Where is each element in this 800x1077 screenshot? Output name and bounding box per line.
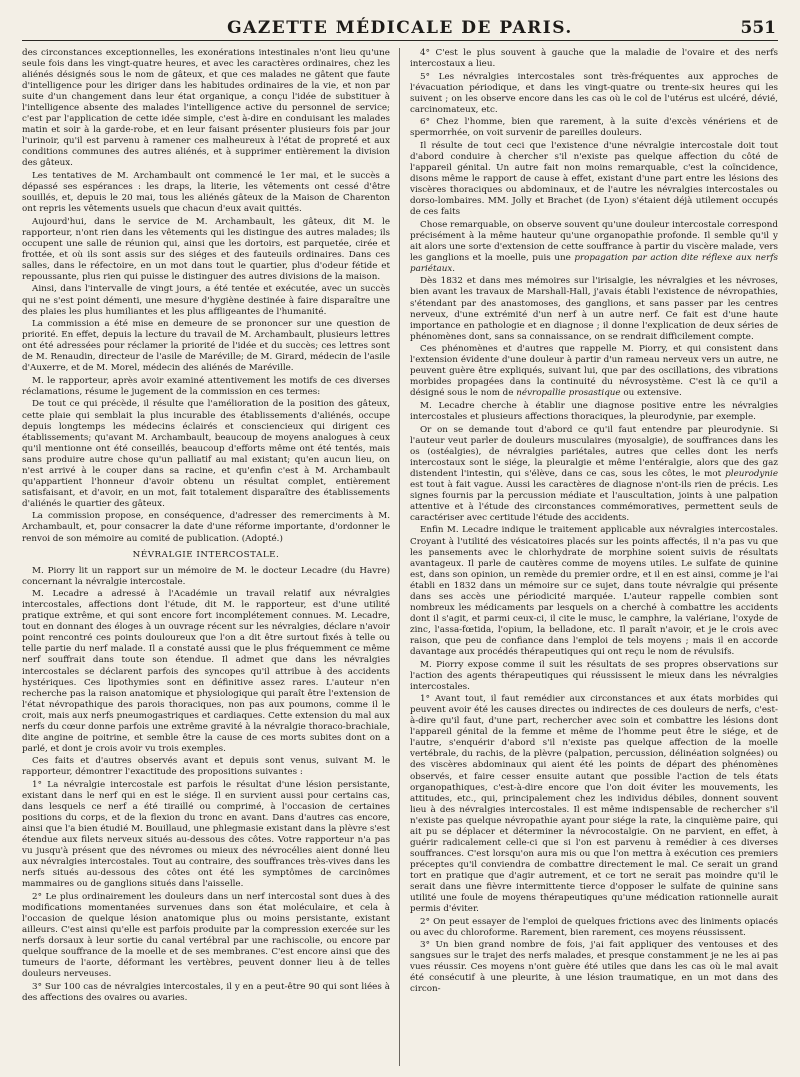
- paragraph: Les tentatives de M. Archambault ont commencé le 1er mai, et le succès a dépassé ses espérances : les draps, la literie, les vêtements ont cessé d'être souillés, et, depuis le 20 mai, tous les aliénés gâteux de la Maison de Charenton ont repris les vêtements usuels que chacun d'eux avait quittés.: [22, 171, 390, 215]
- text-run: Chose remarquable, on observe souvent qu'une douleur intercostale correspond précisément à la même hauteur qu'une organopathie profonde. Il semble qu'il y ait alors une sorte d'extension de cette souffrance à partir du viscère malade, vers les ganglions et la moelle, puis une: [410, 219, 778, 263]
- text-run: Or on se demande tout d'abord ce qu'il faut entendre par pleurodynie. Si l'auteur veut parler de douleurs musculaires (myosalgie), de souffrances dans les os (ostéalgies), de névralgies pariétales, autres que celles dont les nerfs intercostaux sont le siége, la pleuralgie et même l'entéralgie, alors que des gaz distendent l'intestin, qui s'élève, dans ce cas, sous les côtes, le mot: [410, 424, 778, 479]
- paragraph: Ces faits et d'autres observés avant et depuis sont venus, suivant M. le rapporteur, démontrer l'exactitude des propositions suivantes :: [22, 756, 390, 778]
- paragraph: 1° La névralgie intercostale est parfois le résultat d'une lésion persistante, existant dans le nerf qui en est le siége. Il en survient aussi pour certains cas, dans lesquels ce nerf a été tiraillé ou comprimé, à l'occasion de certaines positions du corps, et de la flexion du tronc en avant. Dans d'autres cas encore, ainsi que l'a bien étudié M. Bouillaud, une phlegmasie existant dans la plèvre s'est étendue aux filets nerveux situés au-dessous des côtes. Votre rapporteur n'a pas vu jusqu'à présent que des névromes ou mieux des névrocélies aient donné lieu aux névralgies intercostales. Tout au contraire, des souffrances très-vives dans les nerfs situés au-dessous des côtes ont été les symptômes de carcinômes mammaires ou de ganglions situés dans l'aisselle.: [22, 780, 390, 890]
- paragraph: 6° Chez l'homme, bien que rarement, à la suite d'excès vénériens et de spermorrhée, on voit survenir de pareilles douleurs.: [410, 117, 778, 139]
- section-heading: NÉVRALGIE INTERCOSTALE.: [132, 549, 280, 560]
- paragraph: 4° C'est le plus souvent à gauche que la maladie de l'ovaire et des nerfs intercostaux a lieu.: [410, 48, 778, 70]
- paragraph: 2° Le plus ordinairement les douleurs dans un nerf intercostal sont dues à des modifications momentanées survenues dans son état moléculaire, et cela à l'occasion de quelque lésion anatomique plus ou moins persistante, existant ailleurs. C'est ainsi qu'elle est parfois produite par la compression exercée sur les nerfs dorsaux à leur sortie du canal vertébral par une rachiscolie, ou encore par quelque souffrance de la moelle et de ses membranes. C'est encore ainsi que des tumeurs de l'aorte, déformant les vertèbres, peuvent donner lieu à de telles douleurs nerveuses.: [22, 891, 390, 980]
- paragraph: La commission propose, en conséquence, d'adresser des remerciments à M. Archambault, et, pour consacrer la date d'une réforme importante, d'ordonner le renvoi de son mémoire au comité de publication. (Adopté.): [22, 511, 390, 544]
- text-run: est tout à fait vague. Aussi les caractères de diagnose n'ont-ils rien de précis. Les signes fournis par la percussion médiate et l'auscultation, joints à une palpation attentive et à l'étude des circonstances commémoratives, permettent seuls de caractériser avec certitude l'étude des accidents.: [410, 479, 778, 523]
- paragraph: Aujourd'hui, dans le service de M. Archambault, les gâteux, dit M. le rapporteur, n'ont rien dans les vêtements qui les distingue des autres malades; ils occupent une salle de réunion qui, ainsi que les dortoirs, est parquetée, cirée et frottée, et où ils sont assis sur des siéges et des fauteuils ordinaires. Dans ces salles, dans le réfectoire, en un mot dans tout le quartier, plus d'odeur fétide et repoussante, plus rien qui puisse le distinguer des autres divisions de la maison.: [22, 216, 390, 282]
- paragraph: 3° Sur 100 cas de névralgies intercostales, il y en a peut-être 90 qui sont liées à des affections des ovaires ou avaries.: [22, 981, 390, 1003]
- paragraph: 2° On peut essayer de l'emploi de quelques frictions avec des liniments opiacés ou avec du chloroforme. Rarement, bien rarement, ces moyens réussissent.: [410, 916, 778, 938]
- emphasis: pleurodynie: [725, 468, 778, 479]
- paragraph: De tout ce qui précède, il résulte que l'amélioration de la position des gâteux, cette plaie qui semblait la plus incurable des établissements d'aliénés, occupe depuis longtemps les médecins éclairés et consciencieux qui dirigent ces établissements; qu'avant M. Archambault, beaucoup de moyens analogues à ceux qu'il mentionne ont été conseillés, beaucoup d'efforts même ont été tentés, mais sans produire autre chose qu'un palliatif au mal existant; qu'en aucun lieu, on n'est arrivé à le couper dans sa racine, et qu'enfin c'est à M. Archambault qu'appartient l'honneur d'avoir obtenu un résultat complet, entièrement satisfaisant, et d'avoir, en un mot, fait totalement disparaître des établissements d'aliénés le quartier des gâteux.: [22, 399, 390, 509]
- paragraph: Ainsi, dans l'intervalle de vingt jours, a été tentée et exécutée, avec un succès qui ne s'est point démenti, une mesure d'hygiène destinée à faire disparaître une des plaies les plus humiliantes et les plus affligeantes de l'humanité.: [22, 284, 390, 317]
- paragraph: [410, 220, 778, 275]
- text-run: ou extensive.: [623, 388, 682, 399]
- paragraph: Il résulte de tout ceci que l'existence d'une névralgie intercostale doit tout d'abord conduire à chercher s'il n'existe pas quelque affection du côté de l'appareil génital. Un autre fait non moins remarquable, c'est la coïncidence, disons même le rapport de cause à effet, existant d'une part entre les lésions des viscères thoraciques ou abdominaux, et de l'autre les névralgies intercostales ou dorso-lombaires. MM. Jolly et Brachet (de Lyon) s'étaient déjà utilement occupés de ces faits: [410, 140, 778, 218]
- paragraph: des circonstances exceptionnelles, les exonérations intestinales n'ont lieu qu'une seule fois dans les vingt-quatre heures, et avec les caractères ordinaires, chez les aliénés désignés sous le nom de gâteux, et que ces malades ne gâtent que faute d'intelligence pour les diriger dans les habitudes ordinaires de la vie, et non par suite d'un changement dans leur état organique, a conçu l'idée de substituer à l'intelligence absente des malades l'intelligence active du personnel de service; c'est par l'application de cette idée simple, c'est à-dire en conduisant les malades matin et soir à la garde-robe, et en leur faisant présenter plusieurs fois par jour l'urinoir, qu'il est parvenu à ramener ces malheureux à l'état de propreté et aux conditions communes des autres aliénés, et à supprimer entièrement la division des gâteux.: [22, 48, 390, 169]
- paragraph: M. Piorry expose comme il suit les résultats de ses propres observations sur l'action des agents thérapeutiques qui réussissent le mieux dans les névralgies intercostales.: [410, 659, 778, 692]
- emphasis: névropallie prosastique: [516, 388, 621, 399]
- emphasis: propagation par action dite réflexe aux nerfs pariétaux.: [410, 252, 778, 274]
- paragraph: M. Piorry lit un rapport sur un mémoire de M. le docteur Lecadre (du Havre) concernant la névralgie intercostale.: [22, 565, 390, 587]
- article-body: [22, 48, 778, 1068]
- paragraph: Dès 1832 et dans mes mémoires sur l'irisalgie, les névralgies et les névroses, bien avant les travaux de Marshall-Hall, j'avais établi l'existence de névropathies, s'étendant par des anastomoses, des ganglions, et sans passer par les centres nerveux, d'une extrémité d'un nerf à un autre nerf. Ce fait est d'une haute importance en pathologie et en diagnose ; il donne l'explication de deux séries de phénomènes dont, sans sa connaissance, on se rendrait difficilement compte.: [410, 276, 778, 342]
- paragraph: M. Lecadre a adressé à l'Académie un travail relatif aux névralgies intercostales, affections dont l'étude, dit M. le rapporteur, est d'une utilité pratique extrême, et qui sont encore fort incomplétement connues. M. Lecadre, tout en donnant des éloges à un ouvrage récent sur les névralgies, déclare n'avoir point rencontré ces points douloureux que l'on a dit être surtout fixés à telle ou telle partie du nerf malade. Il a constaté aussi que le plus fréquemment ce même nerf souffrait dans toute son étendue. Il admet que dans les névralgies intercostales se déclarent parfois des syncopes qu'il attribue à des accidents hystériques. Ces lipothymies sont en définitive assez rares. L'auteur n'en recherche pas la raison anatomique et physiologique qui paraît être l'extension de l'état névropathique des parois thoraciques, non pas aux poumons, comme il le croit, mais aux nerfs pneumogastriques et cardiaques. Cette extension du mal aux nerfs du cœur donne parfois une extrême gravité à la névralgie thoraco-brachiale, dite angine de poitrine, et semble être la cause de ces morts subites dont on a parlé, et dont je crois avoir vu trois exemples.: [22, 589, 390, 754]
- column-divider: [399, 48, 400, 1066]
- paragraph: M. Lecadre cherche à établir une diagnose positive entre les névralgies intercostales et plusieurs affections thoraciques, la pleurodynie, par exemple.: [410, 400, 778, 422]
- right-column: [410, 48, 778, 1068]
- paragraph: 3° Un bien grand nombre de fois, j'ai fait appliquer des ventouses et des sangsues sur le trajet des nerfs malades, et presque constamment je ne les ai pas vues réussir. Ces moyens n'ont guère été utiles que dans les cas où le mal avait été consécutif à une pleurite, à une lésion traumatique, en un mot dans des circon-: [410, 940, 778, 995]
- paragraph: 5° Les névralgies intercostales sont très-fréquentes aux approches de l'évacuation périodique, et dans les vingt-quatre ou trente-six heures qui les suivent ; on les observe encore dans les cas où le col de l'utérus est ulcéré, dévié, carcinomateux, etc.: [410, 71, 778, 115]
- page-number: 551: [740, 18, 776, 38]
- paragraph: La commission a été mise en demeure de se prononcer sur une question de priorité. En effet, depuis la lecture du travail de M. Archambault, plusieurs lettres ont été adressées pour réclamer la priorité de l'idée et du succès; ces lettres sont de M. Renaudin, directeur de l'asile de Maréville; de M. Girard, médecin de l'asile d'Auxerre, et de M. Morel, médecin des aliénés de Maréville.: [22, 319, 390, 374]
- paragraph: Enfin M. Lecadre indique le traitement applicable aux névralgies intercostales. Croyant à l'utilité des vésicatoires placés sur les points affectés, il n'a pas vu que les pansements avec le chlorhydrate de morphine soient suivis de résultats avantageux. Il parle de cautères comme de moyens utiles. Le sulfate de quinine est, dans son opinion, un remède du premier ordre, et il en est ainsi, comme je l'ai établi en 1832 dans un mémoire sur ce sujet, dans toute névralgie qui présente dans ses accès une périodicité marquée. L'auteur rappelle combien sont nombreux les médicaments par lesquels on a cherché à combattre les accidents dont il s'agit, et parmi ceux-ci, il cite le musc, le camphre, la valériane, l'oxyde de zinc, l'assa-fœtida, l'opium, la belladone, etc. Il paraît n'avoir, et je le crois avec raison, que peu de confiance dans l'emploi de tels moyens ; mais il en accorde davantage aux procédés thérapeutiques qui ont reçu le nom de révulsifs.: [410, 525, 778, 657]
- left-column: [22, 48, 390, 1068]
- text-run: Ces phénomènes et d'autres que rappelle M. Piorry, et qui consistent dans l'extension évidente d'une douleur à partir d'un rameau nerveux vers un autre, ne peuvent guère être expliqués, suivant lui, que par des oscillations, des vibrations morbides propagées dans la continuité du névrosystème. C'est là ce qu'il a désigné sous le nom de: [410, 344, 778, 399]
- paragraph: [410, 425, 778, 524]
- journal-title: GAZETTE MÉDICALE DE PARIS.: [227, 18, 573, 38]
- paragraph: M. le rapporteur, après avoir examiné attentivement les motifs de ces diverses réclamations, résume le jugement de la commission en ces termes:: [22, 375, 390, 397]
- page-header: [22, 18, 778, 41]
- paragraph: [410, 344, 778, 399]
- paragraph: 1° Avant tout, il faut remédier aux circonstances et aux états morbides qui peuvent avoir été les causes directes ou indirectes de ces douleurs de nerfs, c'est-à-dire qu'il faut, d'une part, rechercher avec soin et combattre les lésions dont l'appareil génital de la femme et même de l'homme peut être le siége, et de l'autre, s'enquérir d'abord s'il n'existe pas quelque affection de la moelle vertébrale, du rachis, de la plèvre (palpation, percussion, délinéation solgnées) ou des viscères abdominaux qui aient été les points de départ des phénomènes observés, et faire cesser ensuite autant que possible l'action de tels états organopathiques, c'est-à-dire encore que l'on doit éviter les mouvements, les attitudes, etc., qui, principalement chez les individus débiles, donnent souvent lieu à des névralgies intercostales. Il est même indispensable de rechercher s'il n'existe pas quelque névropathie ayant pour siége la rate, la cinquième paire, qui ait pu se déplacer et déterminer la névrocostalgie. On ne parvient, en effet, à guérir radicalement celle-ci que si l'on est parvenu à remédier à ces diverses souffrances. C'est lorsqu'on aura mis ou que l'on mettra à exécution ces premiers préceptes qu'il conviendra de combattre directement le mal. Ce serait un grand tort en pratique que d'agir autrement, et ce tort ne serait pas moindre qu'il le serait dans une fièvre intermittente tierce d'opposer le sulfate de quinine sans utilité une foule de moyens thérapeutiques qu'une médication rationnelle aurait permis d'éviter.: [410, 694, 778, 915]
